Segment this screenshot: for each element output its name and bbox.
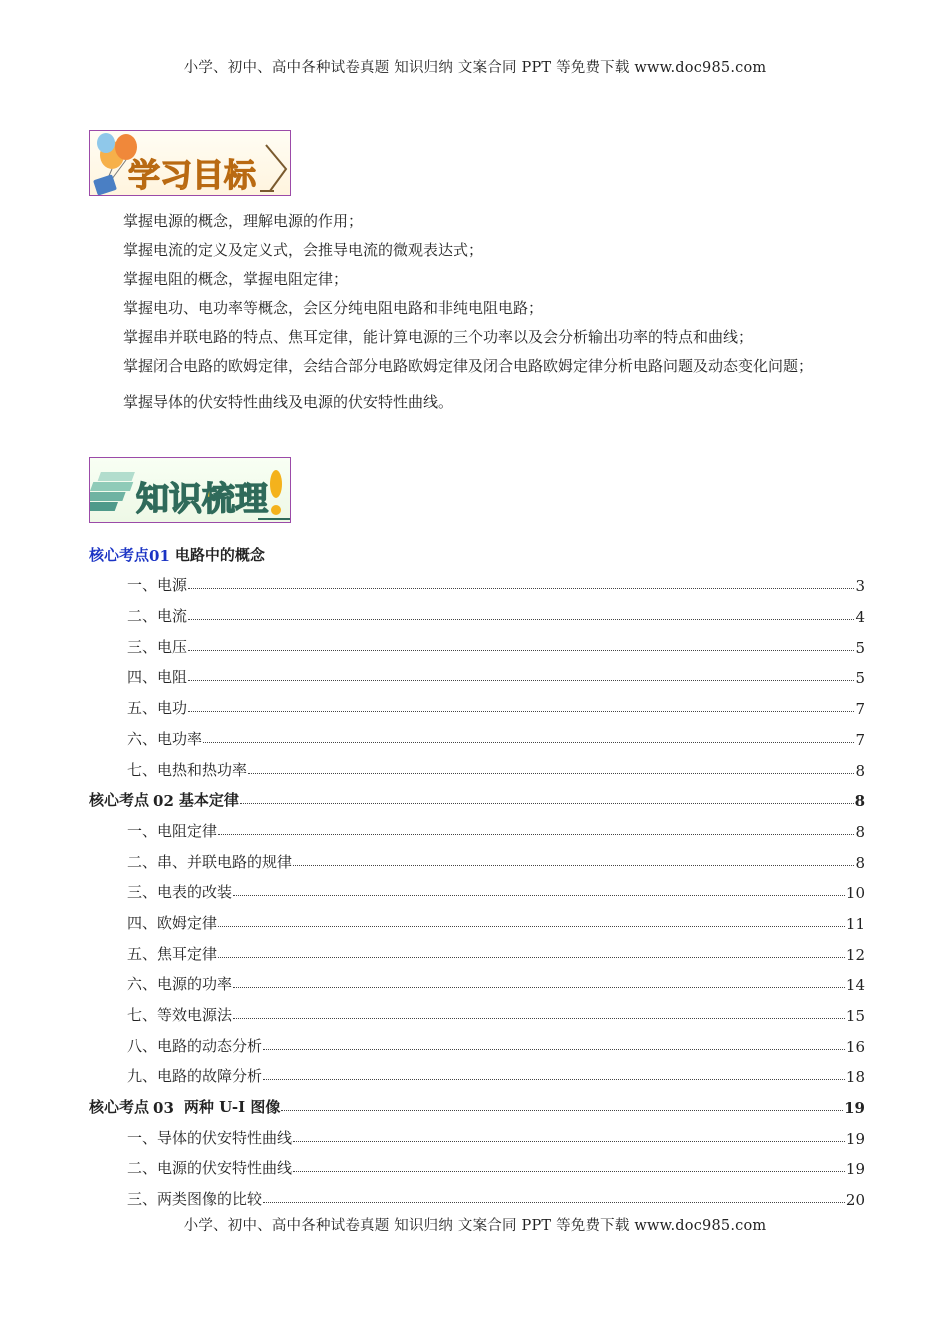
toc-leader [293,1141,845,1142]
toc-item-label: 七、等效电源法 [127,1006,233,1024]
toc-item-page: 12 [845,945,865,964]
toc-item-label: 四、欧姆定律 [127,913,218,932]
toc-item[interactable] [89,718,865,749]
toc-section-prefix: 核心考点 [89,791,150,810]
toc-leader [248,773,854,774]
toc-section-title: 两种 U-I 图像 [183,1098,281,1117]
toc-item-page: 7 [855,730,865,749]
toc-item-page: 15 [845,1007,865,1025]
toc-leader [263,1049,845,1050]
objective-item: 掌握串并联电路的特点、焦耳定律，能计算电源的三个功率以及会分析输出功率的特点和曲线； [123,328,754,346]
toc-leader [188,680,854,681]
toc-item-label: 二、电流 [127,607,188,626]
toc-leader [218,957,845,958]
toc-leader [240,803,854,804]
books-icon [90,458,291,523]
toc-item-page: 5 [855,669,865,688]
toc-item-page: 20 [845,1191,865,1210]
toc-section-num: 01 [149,546,170,565]
toc-item[interactable] [89,902,865,933]
toc-leader [263,1079,845,1080]
toc-item[interactable] [89,841,865,872]
toc-item[interactable] [89,1148,865,1179]
toc-leader [188,650,854,651]
toc-section-02[interactable] [89,780,865,811]
toc-item-page: 19 [845,1160,865,1179]
toc-item-label: 二、串、并联电路的规律 [127,852,293,871]
toc-leader [233,987,845,988]
toc-leader [218,926,845,927]
toc-item-page: 8 [855,822,865,841]
toc-leader [263,1202,845,1203]
objective-item: 掌握电功、电功率等概念，会区分纯电阻电路和非纯电阻电路； [123,299,544,317]
toc-item[interactable] [89,1025,865,1056]
toc-item[interactable] [89,933,865,964]
toc-section-prefix: 核心考点 [89,1098,150,1117]
toc-item-label: 六、电功率 [127,729,203,748]
toc-item[interactable] [89,687,865,718]
toc-leader [188,711,854,712]
toc-item-label: 五、电功 [127,699,188,718]
toc-item-page: 19 [845,1129,865,1148]
toc-leader [233,1018,845,1019]
toc-leader [293,1171,845,1172]
toc-leader [218,834,854,835]
toc-item-label: 五、焦耳定律 [127,944,218,963]
knowledge-review-banner [89,457,291,523]
toc-item-label: 一、电阻定律 [127,821,218,840]
toc-item-label: 三、电表的改装 [127,883,233,902]
toc-item-label: 一、电源 [127,576,188,595]
toc-section-num: 02 [153,792,174,811]
toc-section-page: 8 [854,792,865,811]
toc-item-label: 四、电阻 [127,668,188,687]
objective-item: 掌握导体的伏安特性曲线及电源的伏安特性曲线。 [123,393,454,411]
toc-item-page: 14 [845,976,865,995]
objectives-list [89,207,861,417]
toc-section-num: 03 [153,1099,174,1118]
toc-item-page: 8 [855,853,865,872]
toc-item[interactable] [89,1056,865,1087]
toc-item-page: 8 [855,761,865,780]
toc-item-page: 3 [855,577,865,596]
toc-leader [281,1110,843,1111]
toc-item-label: 七、电热和热功率 [127,760,248,779]
toc-item[interactable] [89,1117,865,1148]
toc-item-label: 六、电源的功率 [127,975,233,994]
objective-item: 掌握电流的定义及定义式，会推导电流的微观表达式； [123,241,484,259]
toc-item[interactable] [89,565,865,596]
toc-item[interactable] [89,749,865,780]
toc-item-label: 三、两类图像的比较 [127,1190,263,1209]
toc-item-label: 二、电源的伏安特性曲线 [127,1159,293,1178]
toc-item-page: 7 [855,700,865,719]
toc-item-label: 八、电路的动态分析 [127,1036,263,1055]
toc-section-title: 基本定律 [178,791,239,810]
table-of-contents [89,534,865,1209]
toc-leader [188,619,854,620]
toc-item-page: 10 [845,884,865,903]
objective-item: 掌握闭合电路的欧姆定律，会结合部分电路欧姆定律及闭合电路欧姆定律分析电路问题及动态变化问题； [123,357,814,375]
toc-section-03[interactable] [89,1086,865,1117]
toc-item-page: 4 [855,608,865,627]
toc-item-page: 11 [845,914,865,933]
toc-section-title: 电路中的概念 [174,545,265,564]
toc-leader [233,895,845,896]
toc-item-label: 九、电路的故障分析 [127,1067,263,1086]
learning-goals-banner [89,130,291,196]
page-footer: 小学、初中、高中各种试卷真题 知识归纳 文案合同 PPT 等免费下载 www.doc985.com [183,1218,767,1234]
toc-section-01[interactable] [89,534,865,565]
toc-leader [293,865,854,866]
toc-item[interactable] [89,964,865,995]
toc-item-page: 5 [855,638,865,657]
toc-item[interactable] [89,872,865,903]
toc-item[interactable] [89,994,865,1025]
banner2-title: 知识梳理 [136,479,268,518]
toc-item-label: 三、电压 [127,637,188,656]
toc-item[interactable] [89,1178,865,1209]
toc-item-page: 16 [845,1037,865,1056]
toc-item-page: 18 [845,1068,865,1087]
toc-leader [188,588,854,589]
toc-item[interactable] [89,657,865,688]
banner1-title: 学习目标 [128,156,257,194]
toc-item[interactable] [89,626,865,657]
toc-item[interactable] [89,810,865,841]
toc-section-page: 19 [844,1099,865,1118]
toc-leader [203,742,854,743]
toc-section-prefix: 核心考点 [89,545,150,564]
balloons-icon [90,131,291,196]
objective-item: 掌握电阻的概念，掌握电阻定律； [123,270,349,288]
page-header: 小学、初中、高中各种试卷真题 知识归纳 文案合同 PPT 等免费下载 www.doc985.com [183,60,767,76]
toc-item[interactable] [89,595,865,626]
toc-item-label: 一、导体的伏安特性曲线 [127,1128,293,1147]
objective-item: 掌握电源的概念，理解电源的作用； [123,212,364,230]
